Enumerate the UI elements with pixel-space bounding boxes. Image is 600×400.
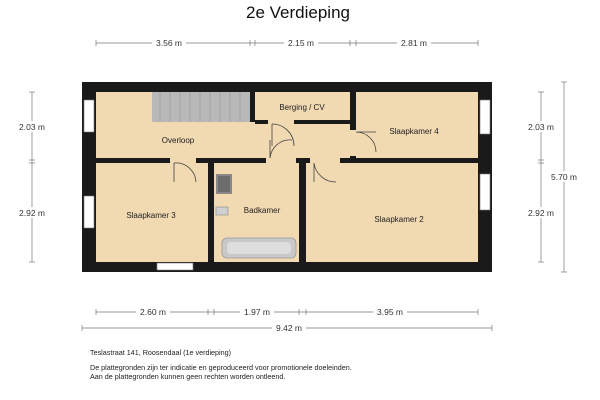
- dim-bottom-3: 3.95 m: [377, 307, 403, 317]
- dim-total-height: 5.70 m: [551, 172, 577, 182]
- room-berging: Berging / CV: [279, 103, 325, 112]
- page-title: 2e Verdieping: [246, 3, 350, 22]
- dim-bottom-1: 2.60 m: [140, 307, 166, 317]
- dim-top-2: 2.15 m: [288, 38, 314, 48]
- dim-right-2: 2.92 m: [528, 208, 554, 218]
- room-overloop: Overloop: [161, 136, 195, 145]
- footer-address: Teslastraat 141, Roosendaal (1e verdieping): [90, 348, 232, 357]
- room-badkamer: Badkamer: [243, 206, 281, 215]
- dim-bottom-2: 1.97 m: [244, 307, 270, 317]
- window-right-mid: [480, 174, 490, 210]
- stairwell: [152, 92, 250, 122]
- room-slaapkamer3: Slaapkamer 3: [126, 211, 176, 220]
- dim-top-1: 3.56 m: [156, 38, 182, 48]
- room-slaapkamer4: Slaapkamer 4: [389, 127, 439, 136]
- window-right-top: [480, 100, 490, 134]
- footer-disclaimer-2: Aan de plattegronden kunnen geen rechten worden ontleend.: [90, 372, 286, 381]
- dim-right-1: 2.03 m: [528, 122, 554, 132]
- window-bottom: [157, 263, 193, 270]
- sink-icon: [216, 207, 228, 215]
- dim-left-1: 2.03 m: [19, 122, 45, 132]
- window-left-top: [84, 100, 94, 132]
- room-slaapkamer2: Slaapkamer 2: [374, 215, 424, 224]
- dim-total-width: 9.42 m: [276, 323, 302, 333]
- window-left-bottom: [84, 196, 94, 228]
- dim-top-3: 2.81 m: [401, 38, 427, 48]
- footer-disclaimer-1: De plattegronden zijn ter indicatie en geproduceerd voor promotionele doeleinden.: [90, 363, 352, 372]
- dim-left-2: 2.92 m: [19, 208, 45, 218]
